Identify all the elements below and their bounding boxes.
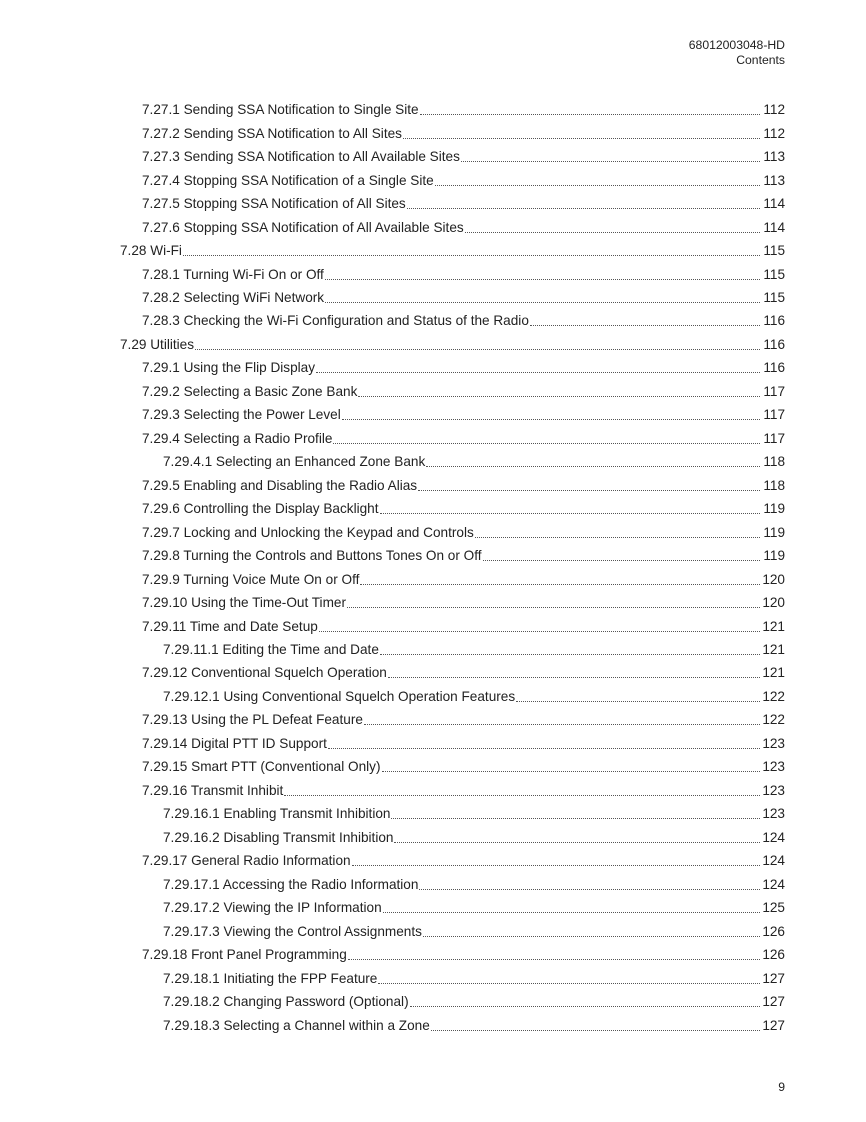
toc-entry[interactable] [0, 403, 866, 426]
toc-dot-leader [319, 629, 760, 632]
toc-entry-page[interactable]: 123 [762, 782, 785, 798]
toc-entry[interactable] [0, 121, 866, 144]
toc-entry-page[interactable]: 126 [762, 947, 785, 963]
toc-entry-title[interactable]: 7.28.2 Selecting WiFi Network [142, 289, 325, 305]
toc-dot-leader [348, 957, 760, 960]
toc-entry-title[interactable]: 7.27.3 Sending SSA Notification to All Available Sites [142, 149, 460, 165]
toc-entry[interactable] [0, 98, 866, 121]
toc-dot-leader [316, 370, 760, 373]
toc-entry-title[interactable]: 7.29.17.2 Viewing the IP Information [163, 900, 382, 916]
toc-entry-page[interactable]: 121 [762, 642, 785, 658]
toc-dot-leader [380, 652, 760, 655]
toc-entry-title[interactable]: 7.27.5 Stopping SSA Notification of All Sites [142, 196, 406, 212]
toc-entry-page[interactable]: 123 [762, 735, 785, 751]
toc-entry-title[interactable]: 7.29.16 Transmit Inhibit [142, 782, 284, 798]
toc-dot-leader [431, 1028, 760, 1031]
toc-entry[interactable] [0, 544, 866, 567]
toc-entry-title[interactable]: 7.28 Wi-Fi [120, 243, 182, 259]
toc-entry-page[interactable]: 124 [762, 829, 785, 845]
toc-dot-leader [380, 511, 760, 514]
toc-entry[interactable] [0, 309, 866, 332]
toc-entry[interactable] [0, 872, 866, 895]
toc-dot-leader [328, 746, 760, 749]
toc-dot-leader [403, 136, 760, 139]
toc-entry[interactable] [0, 614, 866, 637]
toc-dot-leader [382, 769, 760, 772]
toc-entry[interactable] [0, 685, 866, 708]
toc-entry-page[interactable]: 119 [763, 548, 785, 564]
toc-dot-leader [461, 159, 760, 162]
toc-entry-page[interactable]: 127 [762, 970, 785, 986]
toc-entry-page[interactable]: 118 [763, 454, 785, 470]
toc-entry[interactable] [0, 497, 866, 520]
toc-entry-title[interactable]: 7.29.7 Locking and Unlocking the Keypad and Controls [142, 524, 474, 540]
toc-dot-leader [195, 347, 760, 350]
toc-dot-leader [394, 840, 760, 843]
toc-entry-page[interactable]: 120 [762, 595, 785, 611]
toc-entry-title[interactable]: 7.29.16.1 Enabling Transmit Inhibition [163, 806, 391, 822]
toc-entry-title[interactable]: 7.29.9 Turning Voice Mute On or Off [142, 571, 360, 587]
toc-dot-leader [530, 323, 760, 326]
toc-dot-leader [347, 605, 760, 608]
toc-dot-leader [435, 183, 760, 186]
toc-entry-page[interactable]: 123 [762, 806, 785, 822]
toc-entry-title[interactable]: 7.29.16.2 Disabling Transmit Inhibition [163, 829, 394, 845]
toc-entry[interactable] [0, 474, 866, 497]
toc-entry-page[interactable]: 120 [762, 571, 785, 587]
toc-dot-leader [378, 981, 760, 984]
toc-entry-title[interactable]: 7.28.1 Turning Wi-Fi On or Off [142, 266, 324, 282]
toc-dot-leader [284, 793, 760, 796]
toc-entry-page[interactable]: 122 [762, 712, 785, 728]
table-of-contents [0, 98, 866, 1037]
toc-entry-title[interactable]: 7.29.4 Selecting a Radio Profile [142, 430, 333, 446]
page-number: 9 [778, 1080, 785, 1094]
toc-entry[interactable] [0, 638, 866, 661]
toc-entry[interactable] [0, 919, 866, 942]
toc-entry-page[interactable]: 116 [763, 313, 785, 329]
toc-entry[interactable] [0, 896, 866, 919]
toc-dot-leader [352, 863, 760, 866]
toc-entry-title[interactable]: 7.29.15 Smart PTT (Conventional Only) [142, 759, 381, 775]
toc-entry-title[interactable]: 7.29.6 Controlling the Display Backlight [142, 501, 379, 517]
toc-entry-page[interactable]: 119 [763, 524, 785, 540]
toc-dot-leader [364, 722, 760, 725]
toc-entry-page[interactable]: 115 [763, 289, 785, 305]
toc-entry-title[interactable]: 7.29.17.3 Viewing the Control Assignments [163, 923, 422, 939]
toc-entry-page[interactable]: 124 [762, 876, 785, 892]
toc-entry-page[interactable]: 115 [763, 243, 785, 259]
toc-entry[interactable] [0, 427, 866, 450]
toc-entry-title[interactable]: 7.29.1 Using the Flip Display [142, 360, 316, 376]
toc-dot-leader [333, 441, 760, 444]
toc-entry[interactable] [0, 520, 866, 543]
toc-entry[interactable] [0, 1013, 866, 1036]
toc-entry[interactable] [0, 333, 866, 356]
toc-entry[interactable] [0, 286, 866, 309]
toc-dot-leader [426, 464, 760, 467]
toc-entry-page[interactable]: 114 [763, 219, 785, 235]
toc-entry-title[interactable]: 7.29 Utilities [120, 336, 195, 352]
toc-dot-leader [388, 675, 760, 678]
toc-entry-title[interactable]: 7.29.17 General Radio Information [142, 853, 351, 869]
toc-entry-page[interactable]: 123 [762, 759, 785, 775]
toc-entry[interactable] [0, 779, 866, 802]
toc-entry[interactable] [0, 990, 866, 1013]
toc-dot-leader [358, 394, 760, 397]
toc-entry-title[interactable]: 7.29.18.1 Initiating the FPP Feature [163, 970, 378, 986]
toc-entry-title[interactable]: 7.29.18.2 Changing Password (Optional) [163, 994, 409, 1010]
toc-entry-page[interactable]: 122 [762, 688, 785, 704]
toc-dot-leader [475, 535, 760, 538]
toc-entry-title[interactable]: 7.29.2 Selecting a Basic Zone Bank [142, 383, 358, 399]
section-title: Contents [736, 53, 785, 67]
toc-entry-title[interactable]: 7.29.4.1 Selecting an Enhanced Zone Bank [163, 454, 426, 470]
toc-entry-page[interactable]: 112 [763, 102, 785, 118]
toc-entry-title[interactable]: 7.27.2 Sending SSA Notification to All Sites [142, 125, 402, 141]
toc-entry[interactable] [0, 567, 866, 590]
toc-entry-page[interactable]: 125 [762, 900, 785, 916]
toc-dot-leader [360, 582, 760, 585]
toc-entry[interactable] [0, 262, 866, 285]
toc-dot-leader [423, 934, 760, 937]
toc-entry-page[interactable]: 114 [763, 196, 785, 212]
toc-entry[interactable] [0, 450, 866, 473]
toc-dot-leader [410, 1004, 760, 1007]
toc-entry-title[interactable]: 7.29.17.1 Accessing the Radio Information [163, 876, 419, 892]
toc-entry-title[interactable]: 7.29.18 Front Panel Programming [142, 947, 347, 963]
page-header [689, 38, 785, 68]
toc-entry-page[interactable]: 117 [763, 407, 785, 423]
toc-entry-title[interactable]: 7.29.11.1 Editing the Time and Date [163, 642, 379, 658]
toc-entry-title[interactable]: 7.29.13 Using the PL Defeat Feature [142, 712, 363, 728]
toc-entry-page[interactable]: 119 [763, 501, 785, 517]
toc-entry[interactable] [0, 380, 866, 403]
toc-entry[interactable] [0, 849, 866, 872]
toc-dot-leader [418, 488, 760, 491]
toc-dot-leader [342, 417, 760, 420]
toc-entry[interactable] [0, 732, 866, 755]
toc-entry-title[interactable]: 7.27.1 Sending SSA Notification to Single Site [142, 102, 419, 118]
toc-entry-title[interactable]: 7.29.12 Conventional Squelch Operation [142, 665, 387, 681]
toc-entry-page[interactable]: 112 [763, 125, 785, 141]
toc-entry[interactable] [0, 661, 866, 684]
toc-entry-page[interactable]: 126 [762, 923, 785, 939]
toc-entry[interactable] [0, 215, 866, 238]
toc-dot-leader [465, 230, 760, 233]
toc-entry-page[interactable]: 115 [763, 266, 785, 282]
toc-entry[interactable] [0, 943, 866, 966]
toc-entry[interactable] [0, 239, 866, 262]
toc-entry-title[interactable]: 7.29.14 Digital PTT ID Support [142, 735, 327, 751]
toc-dot-leader [391, 816, 760, 819]
toc-entry-page[interactable]: 116 [763, 360, 785, 376]
toc-entry-title[interactable]: 7.29.5 Enabling and Disabling the Radio Alias [142, 477, 418, 493]
toc-entry[interactable] [0, 708, 866, 731]
toc-entry-page[interactable]: 113 [763, 172, 785, 188]
toc-entry[interactable] [0, 802, 866, 825]
toc-entry-page[interactable]: 124 [762, 853, 785, 869]
toc-entry[interactable] [0, 192, 866, 215]
toc-dot-leader [183, 253, 760, 256]
toc-dot-leader [407, 206, 760, 209]
toc-entry[interactable] [0, 356, 866, 379]
toc-entry-title[interactable]: 7.27.4 Stopping SSA Notification of a Single Site [142, 172, 434, 188]
toc-entry-title[interactable]: 7.29.8 Turning the Controls and Buttons Tones On or Off [142, 548, 482, 564]
toc-dot-leader [419, 887, 760, 890]
toc-dot-leader [483, 558, 760, 561]
document-id: 68012003048-HD [688, 38, 785, 52]
toc-entry-title[interactable]: 7.29.10 Using the Time-Out Timer [142, 595, 346, 611]
toc-entry-page[interactable]: 127 [762, 994, 785, 1010]
toc-entry[interactable] [0, 145, 866, 168]
toc-entry[interactable] [0, 591, 866, 614]
toc-entry[interactable] [0, 826, 866, 849]
toc-entry-title[interactable]: 7.29.12.1 Using Conventional Squelch Operation Features [163, 688, 516, 704]
toc-entry-title[interactable]: 7.29.11 Time and Date Setup [142, 618, 318, 634]
toc-entry-title[interactable]: 7.28.3 Checking the Wi-Fi Configuration and Status of the Radio [142, 313, 529, 329]
toc-entry-page[interactable]: 121 [762, 618, 785, 634]
toc-entry[interactable] [0, 966, 866, 989]
toc-entry-title[interactable]: 7.29.18.3 Selecting a Channel within a Zone [163, 1017, 430, 1033]
toc-entry-title[interactable]: 7.29.3 Selecting the Power Level [142, 407, 341, 423]
toc-entry-page[interactable]: 121 [762, 665, 785, 681]
toc-entry-page[interactable]: 116 [763, 336, 785, 352]
toc-dot-leader [516, 699, 760, 702]
toc-entry-page[interactable]: 117 [763, 383, 785, 399]
toc-entry-page[interactable]: 113 [763, 149, 785, 165]
toc-entry[interactable] [0, 168, 866, 191]
toc-entry[interactable] [0, 755, 866, 778]
toc-dot-leader [420, 112, 760, 115]
toc-dot-leader [383, 910, 760, 913]
toc-dot-leader [325, 300, 760, 303]
toc-entry-page[interactable]: 118 [763, 477, 785, 493]
toc-entry-page[interactable]: 127 [762, 1017, 785, 1033]
toc-dot-leader [325, 277, 760, 280]
toc-entry-title[interactable]: 7.27.6 Stopping SSA Notification of All Available Sites [142, 219, 464, 235]
toc-entry-page[interactable]: 117 [763, 430, 785, 446]
